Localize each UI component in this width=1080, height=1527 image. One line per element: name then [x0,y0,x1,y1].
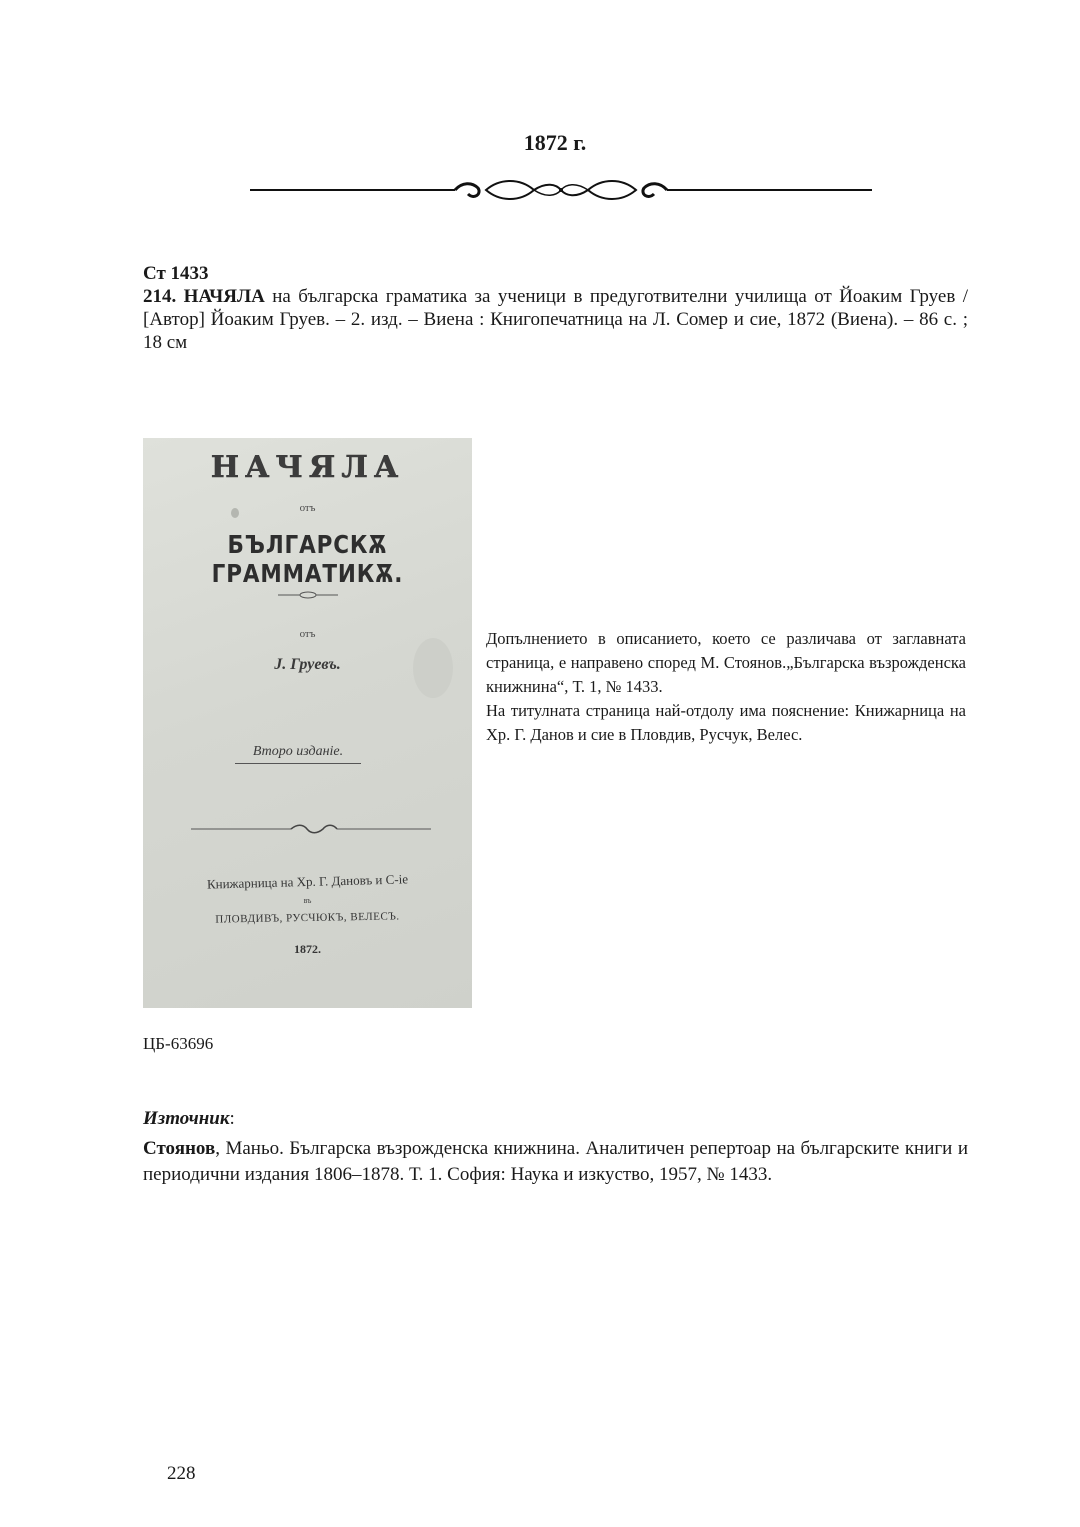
entry-description-text: на българска граматика за ученици в предуготвителни училища от Йоаким Груев / [Автор] Йоаким Груев. – 2. изд. – Виена : Книгопечатница на Л. Сомер и сие, 1872 (Виена). – 86 с. ; 18 см [143,286,969,353]
photo-rule [191,824,431,834]
source-heading-text: Източник [143,1108,230,1129]
page-number: 228 [167,1463,196,1484]
photo-year: 1872. [294,942,321,956]
photo-cities: ПЛОВДИВЪ, РУСЧЮКЪ, ВЕЛЕСЪ. [215,910,400,926]
source-heading-suffix: : [229,1108,235,1129]
entry-title-word: НАЧЯЛА [183,286,265,307]
source-citation [143,1136,968,1188]
bibliographic-entry [143,262,968,354]
year-heading: 1872 г. [523,130,587,155]
photo-subtitle: БЪЛГАРСКѪ ГРАММАТИКѪ. [211,530,404,588]
ornamental-divider [250,172,872,208]
source-author: Стоянов [143,1138,216,1159]
photo-edition: Второ изданіе. [235,744,361,764]
catalog-number: ЦБ-63696 [143,1034,214,1053]
photo-title: НАЧЯЛА [210,450,405,485]
photo-ot-2: отъ [299,628,316,640]
photo-publisher: Книжарница на Хр. Г. Дановъ и С-іе [206,871,409,892]
note-paragraph-2: На титулната страница най-отдолу има пояснение: Книжарница на Хр. Г. Данов и сие в Пловдив, Русчук, Велес. [486,701,966,744]
entry-description [143,285,968,354]
entry-code: Ст 1433 [143,263,209,284]
note-paragraph-1: Допълнението в описанието, което се различава от заглавната страница, е направено според М. Стоянов.„Българска възрожденска книжнина“, Т. 1, № 1433. [486,629,966,696]
photo-ot-1: отъ [299,502,316,514]
source-heading [143,1108,235,1130]
title-page-photo [143,438,472,1008]
source-text: , Маньо. Българска възрожденска книжнина. Аналитичен репертоар на българските книги и периодични издания 1806–1878. Т. 1. София: Наука и изкуство, 1957, № 1433. [143,1138,968,1185]
photo-pub-prep: въ [303,896,312,905]
photo-author: Ј. Груевъ. [274,656,341,673]
entry-number: 214. [143,286,177,307]
photo-ornament [278,590,338,600]
side-note [486,627,966,747]
